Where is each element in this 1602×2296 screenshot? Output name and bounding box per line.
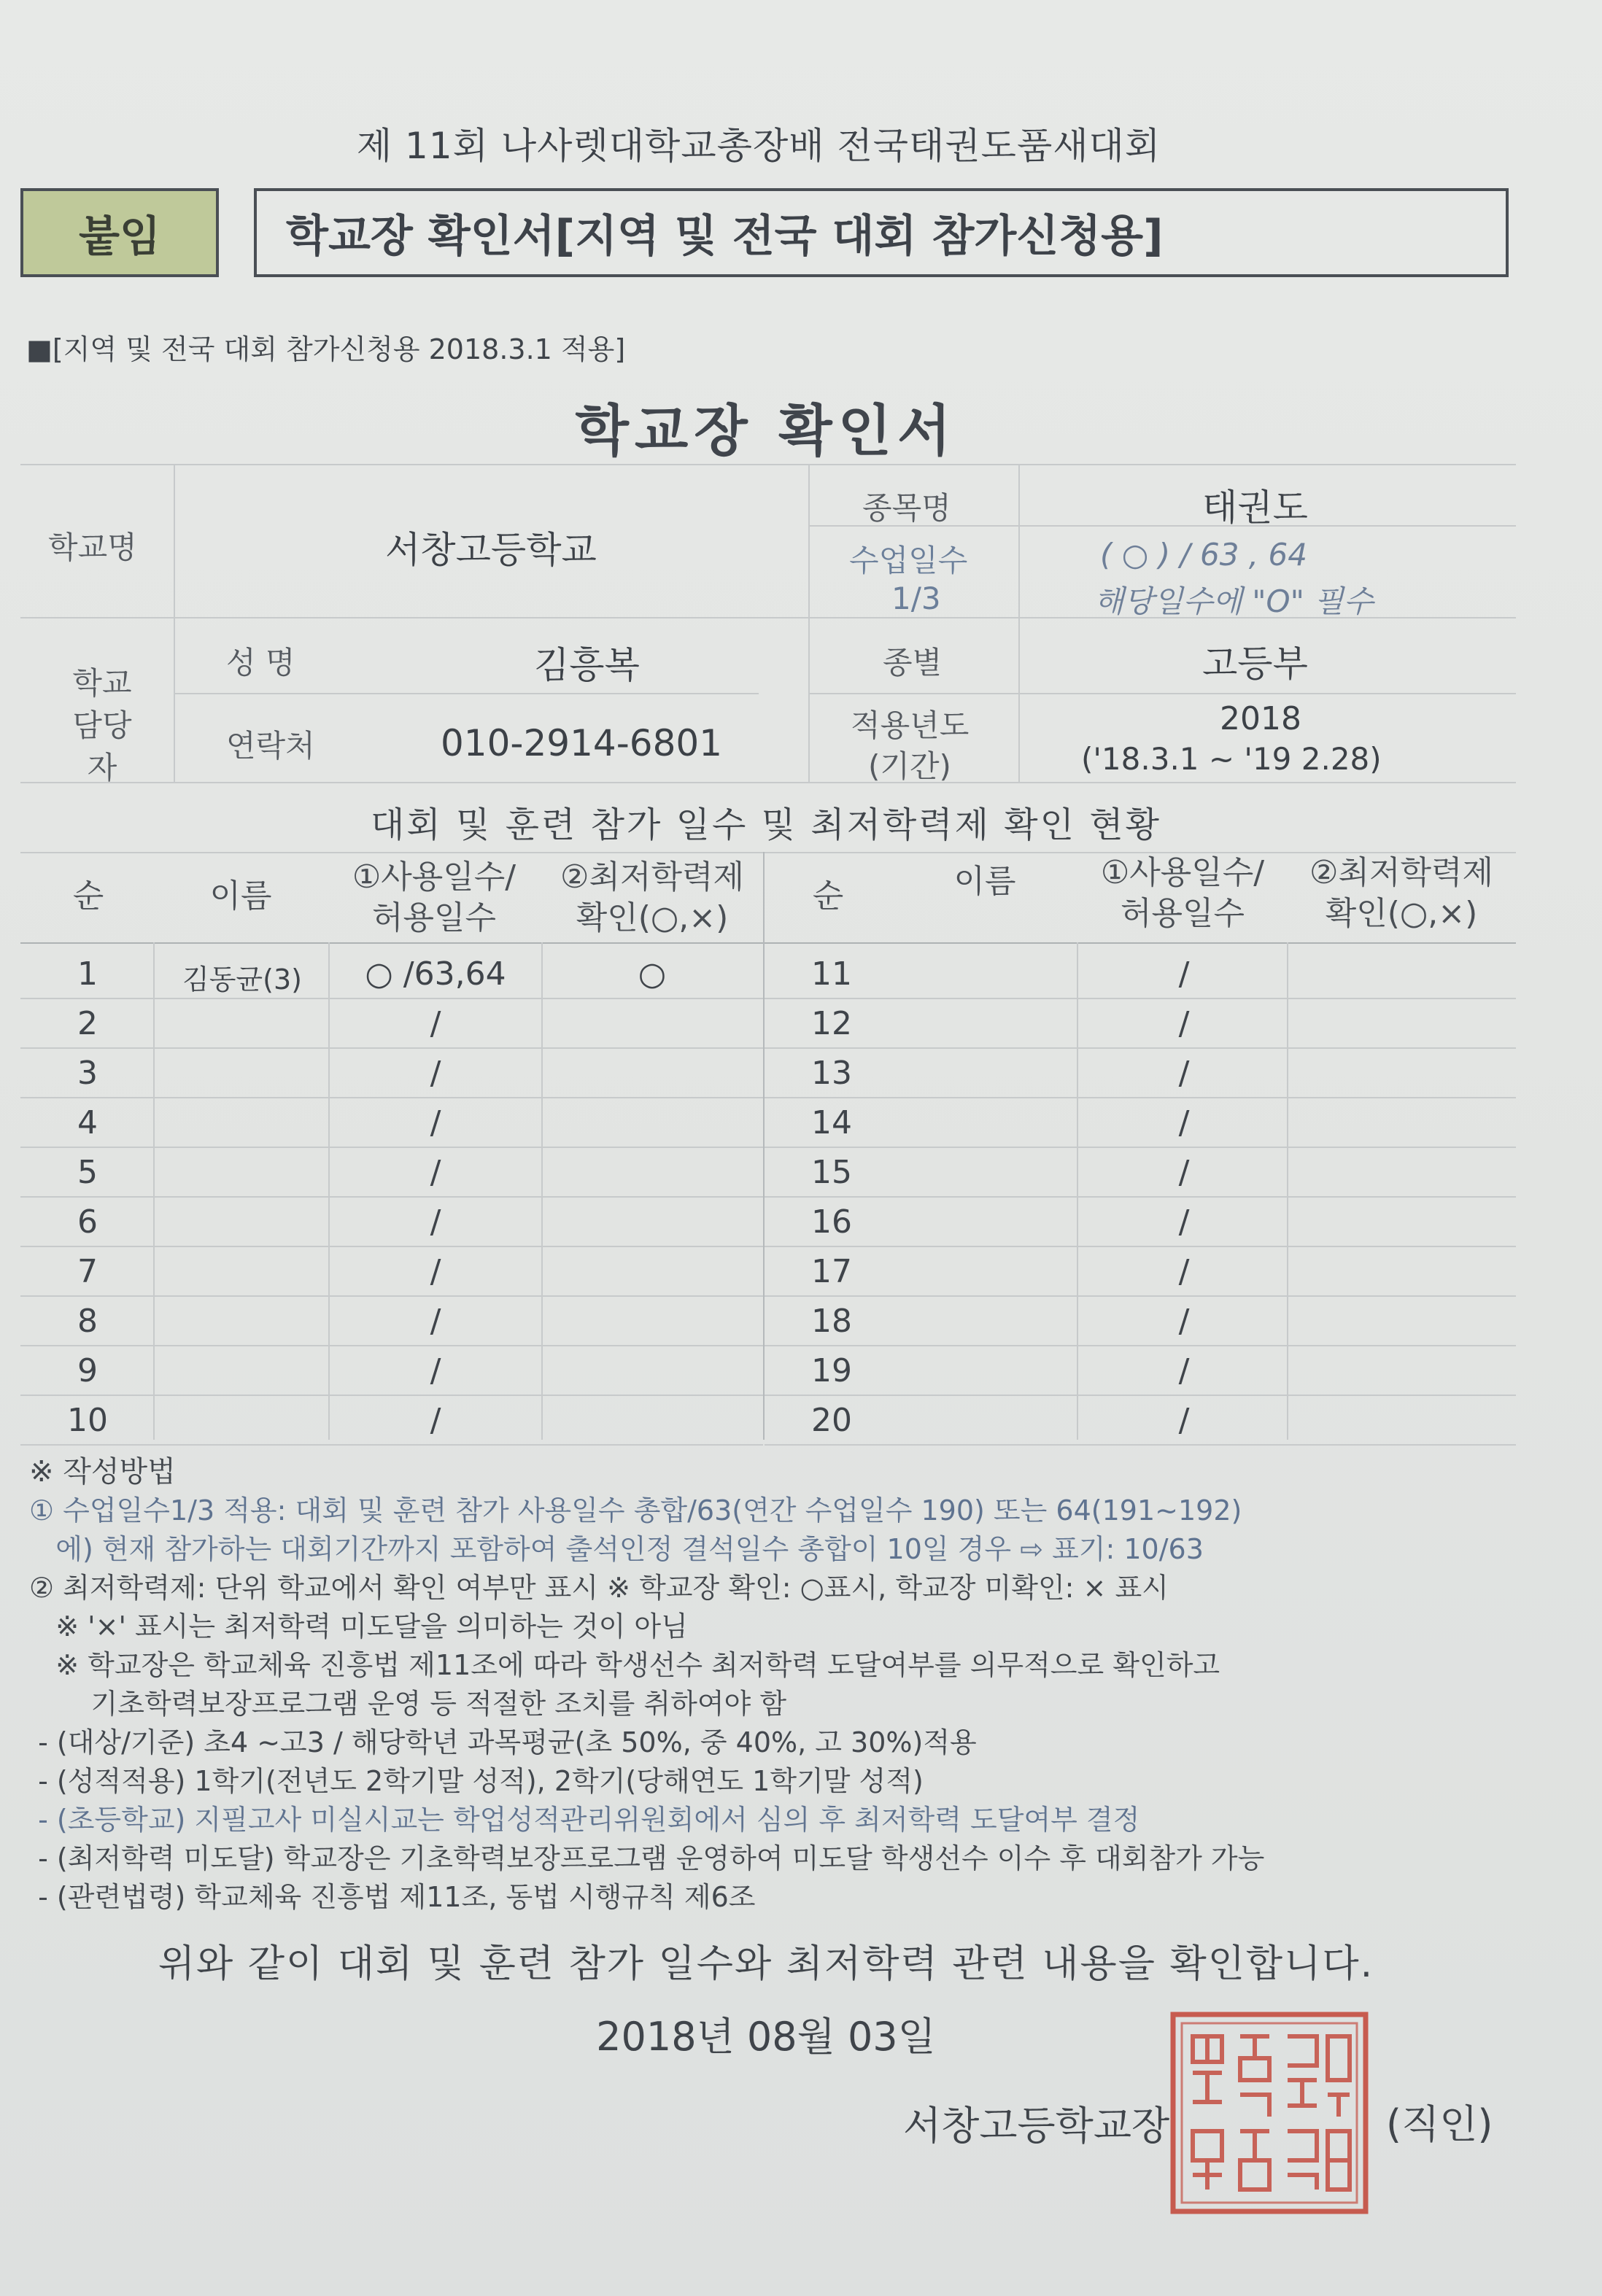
header-academic-right-2: 확인(○,×) [1325, 895, 1478, 932]
row-days: / [430, 1352, 441, 1389]
row-days: / [1178, 1402, 1190, 1439]
header-order-right: 순 [812, 877, 844, 915]
method-line: - (관련법령) 학교체육 진흥법 제11조, 동법 시행규칙 제6조 [29, 1881, 756, 1913]
year-label: 적용년도 [851, 707, 970, 743]
row-days: / [1178, 1203, 1190, 1241]
row-border-right [765, 1395, 1516, 1396]
year-period: ('18.3.1 ~ '19 2.28) [1081, 741, 1382, 777]
header-order-left: 순 [72, 877, 104, 915]
row-border-left [20, 1345, 763, 1346]
year-value: 2018 [1220, 700, 1301, 737]
row-border-right [765, 1444, 1516, 1446]
participation-section-title: 대회 및 훈련 참가 일수 및 최저학력제 확인 현황 [370, 804, 1162, 845]
row-days: / [430, 1253, 441, 1290]
row-days: / [1178, 1253, 1190, 1290]
class-days-note: 해당일수에 "O" 필수 [1094, 583, 1374, 619]
header-academic-left-1: ②최저학력제 [560, 858, 744, 896]
row-number: 17 [811, 1253, 852, 1290]
row-days: / [1178, 1005, 1190, 1042]
row-number: 8 [77, 1303, 98, 1340]
info-col-divider-1 [174, 464, 175, 782]
header-name-right: 이름 [953, 863, 1016, 900]
official-seal [1160, 2007, 1379, 2219]
info-table-subdivider [175, 693, 759, 694]
method-line: - (최저학력 미도달) 학교장은 기초학력보장프로그램 운영하여 미도달 학생선수 이수 후 대회참가 가능 [29, 1842, 1265, 1874]
class-days-fraction: 1/3 [891, 581, 941, 616]
row-days: / [430, 1303, 441, 1340]
method-line: ※ '×' 표시는 최저학력 미도달을 의미하는 것이 아님 [29, 1610, 688, 1643]
row-number: 4 [77, 1104, 98, 1141]
participation-header-bottom [20, 942, 1516, 944]
row-number: 7 [77, 1253, 98, 1290]
row-days: / [430, 1104, 441, 1141]
header-name-left: 이름 [209, 877, 272, 915]
contact-value: 010-2914-6801 [441, 722, 723, 764]
participation-center-divider [763, 852, 765, 1440]
row-days: / [1178, 1055, 1190, 1092]
method-line: ② 최저학력제: 단위 학교에서 확인 여부만 표시 ※ 학교장 확인: ○표시, 학교장 미확인: × 표시 [29, 1572, 1169, 1604]
class-days-label: 수업일수 [849, 543, 968, 578]
row-border-right [765, 1196, 1516, 1198]
method-line: ① 수업일수1/3 적용: 대회 및 훈련 참가 사용일수 총합/63(연간 수업일수 190) 또는 64(191~192) [29, 1494, 1242, 1527]
info-table-subdivider-right [810, 693, 1516, 694]
header-days-right-1: ①사용일수/ [1100, 854, 1265, 891]
contact-label: 연락처 [226, 728, 315, 764]
year-period-label: (기간) [868, 748, 951, 784]
issue-date: 2018년 08월 03일 [596, 2014, 936, 2060]
header-days-left-1: ①사용일수/ [352, 858, 516, 896]
row-days: / [430, 1154, 441, 1191]
row-border-right [765, 1147, 1516, 1148]
row-days: / [430, 1055, 441, 1092]
principal-name: 서창고등학교장 [903, 2103, 1170, 2149]
event-title: 제 11회 나사렛대학교총장배 전국태권도품새대회 [356, 125, 1161, 167]
header-days-left-2: 허용일수 [371, 899, 496, 936]
row-days: ○ /63,64 [365, 955, 506, 993]
row-days: / [430, 1005, 441, 1042]
document-title: 학교장 확인서 [575, 398, 957, 463]
info-table-bottom-border [20, 782, 1516, 783]
row-border-left [20, 1395, 763, 1396]
row-number: 11 [811, 955, 852, 993]
row-days: / [430, 1203, 441, 1241]
attachment-tag: 붙임 [20, 188, 219, 277]
row-border-left [20, 1196, 763, 1198]
row-border-left [20, 1444, 763, 1446]
row-number: 12 [811, 1005, 852, 1042]
method-line: 기초학력보장프로그램 운영 등 적절한 조치를 취하여야 함 [29, 1688, 787, 1720]
school-name: 서창고등학교 [385, 529, 597, 571]
form-heading: 학교장 확인서[지역 및 전국 대회 참가신청용] [254, 188, 1509, 277]
row-border-right [765, 1295, 1516, 1297]
info-table-top-border [20, 464, 1516, 465]
row-academic-check: ○ [638, 955, 667, 993]
row-border-right [765, 1246, 1516, 1247]
manager-name: 김흥복 [534, 644, 640, 686]
class-days-value: ( ○ ) / 63 , 64 [1100, 537, 1307, 573]
row-number: 9 [77, 1352, 98, 1389]
method-line: ※ 학교장은 학교체육 진흥법 제11조에 따라 학생선수 최저학력 도달여부를 의무적으로 확인하고 [29, 1649, 1220, 1681]
row-border-left [20, 1295, 763, 1297]
row-number: 20 [811, 1402, 852, 1439]
seal-role: (직인) [1386, 2101, 1493, 2147]
row-days: / [1178, 1352, 1190, 1389]
header-academic-left-2: 확인(○,×) [576, 899, 729, 936]
row-number: 5 [77, 1154, 98, 1191]
row-border-left [20, 1147, 763, 1148]
row-number: 15 [811, 1154, 852, 1191]
row-number: 6 [77, 1203, 98, 1241]
col-divider-check-left [541, 942, 543, 1440]
header-academic-right-1: ②최저학력제 [1309, 854, 1493, 891]
row-number: 13 [811, 1055, 852, 1092]
row-number: 19 [811, 1352, 852, 1389]
row-number: 18 [811, 1303, 852, 1340]
row-student-name: 김동균(3) [182, 963, 302, 996]
sport-label: 종목명 [862, 490, 951, 526]
name-label: 성 명 [226, 645, 295, 680]
method-line: - (대상/기준) 초4 ~고3 / 해당학년 과목평균(초 50%, 중 40%, 고 30%)적용 [29, 1726, 977, 1758]
applicability-note: ■[지역 및 전국 대회 참가신청용 2018.3.1 적용] [26, 333, 626, 365]
school-label: 학교명 [48, 530, 137, 565]
row-border-right [765, 998, 1516, 999]
row-border-left [20, 998, 763, 999]
method-line: 에) 현재 참가하는 대회기간까지 포함하여 출석인정 결석일수 총합이 10일 경우 ⇨ 표기: 10/63 [29, 1533, 1204, 1565]
row-days: / [1178, 1154, 1190, 1191]
row-days: / [430, 1402, 441, 1439]
method-line: - (초등학교) 지필고사 미실시교는 학업성적관리위원회에서 심의 후 최저학력 도달여부 결정 [29, 1804, 1140, 1836]
row-number: 3 [77, 1055, 98, 1092]
sport-value: 태권도 [1202, 486, 1308, 529]
row-border-right [765, 1097, 1516, 1098]
method-line: - (성적적용) 1학기(전년도 2학기말 성적), 2학기(당해연도 1학기말 성적) [29, 1765, 924, 1797]
row-number: 1 [77, 955, 98, 993]
manager-label: 학교 담당자 [72, 665, 132, 786]
row-days: / [1178, 1104, 1190, 1141]
row-number: 10 [67, 1402, 108, 1439]
division-label: 종별 [883, 645, 943, 680]
row-number: 16 [811, 1203, 852, 1241]
row-border-left [20, 1047, 763, 1049]
info-col-divider-2 [808, 464, 810, 782]
row-number: 14 [811, 1104, 852, 1141]
row-border-right [765, 1345, 1516, 1346]
row-days: / [1178, 1303, 1190, 1340]
info-col-divider-3 [1018, 464, 1020, 782]
row-border-right [765, 1047, 1516, 1049]
confirm-statement: 위와 같이 대회 및 훈련 참가 일수와 최저학력 관련 내용을 확인합니다. [158, 1942, 1374, 1986]
row-border-left [20, 1097, 763, 1098]
row-days: / [1178, 955, 1190, 993]
row-number: 2 [77, 1005, 98, 1042]
division-value: 고등부 [1202, 643, 1308, 685]
header-days-right-2: 허용일수 [1120, 895, 1245, 932]
methods-title: ※ 작성방법 [29, 1455, 176, 1489]
row-border-left [20, 1246, 763, 1247]
col-divider-name-left [153, 942, 155, 1440]
